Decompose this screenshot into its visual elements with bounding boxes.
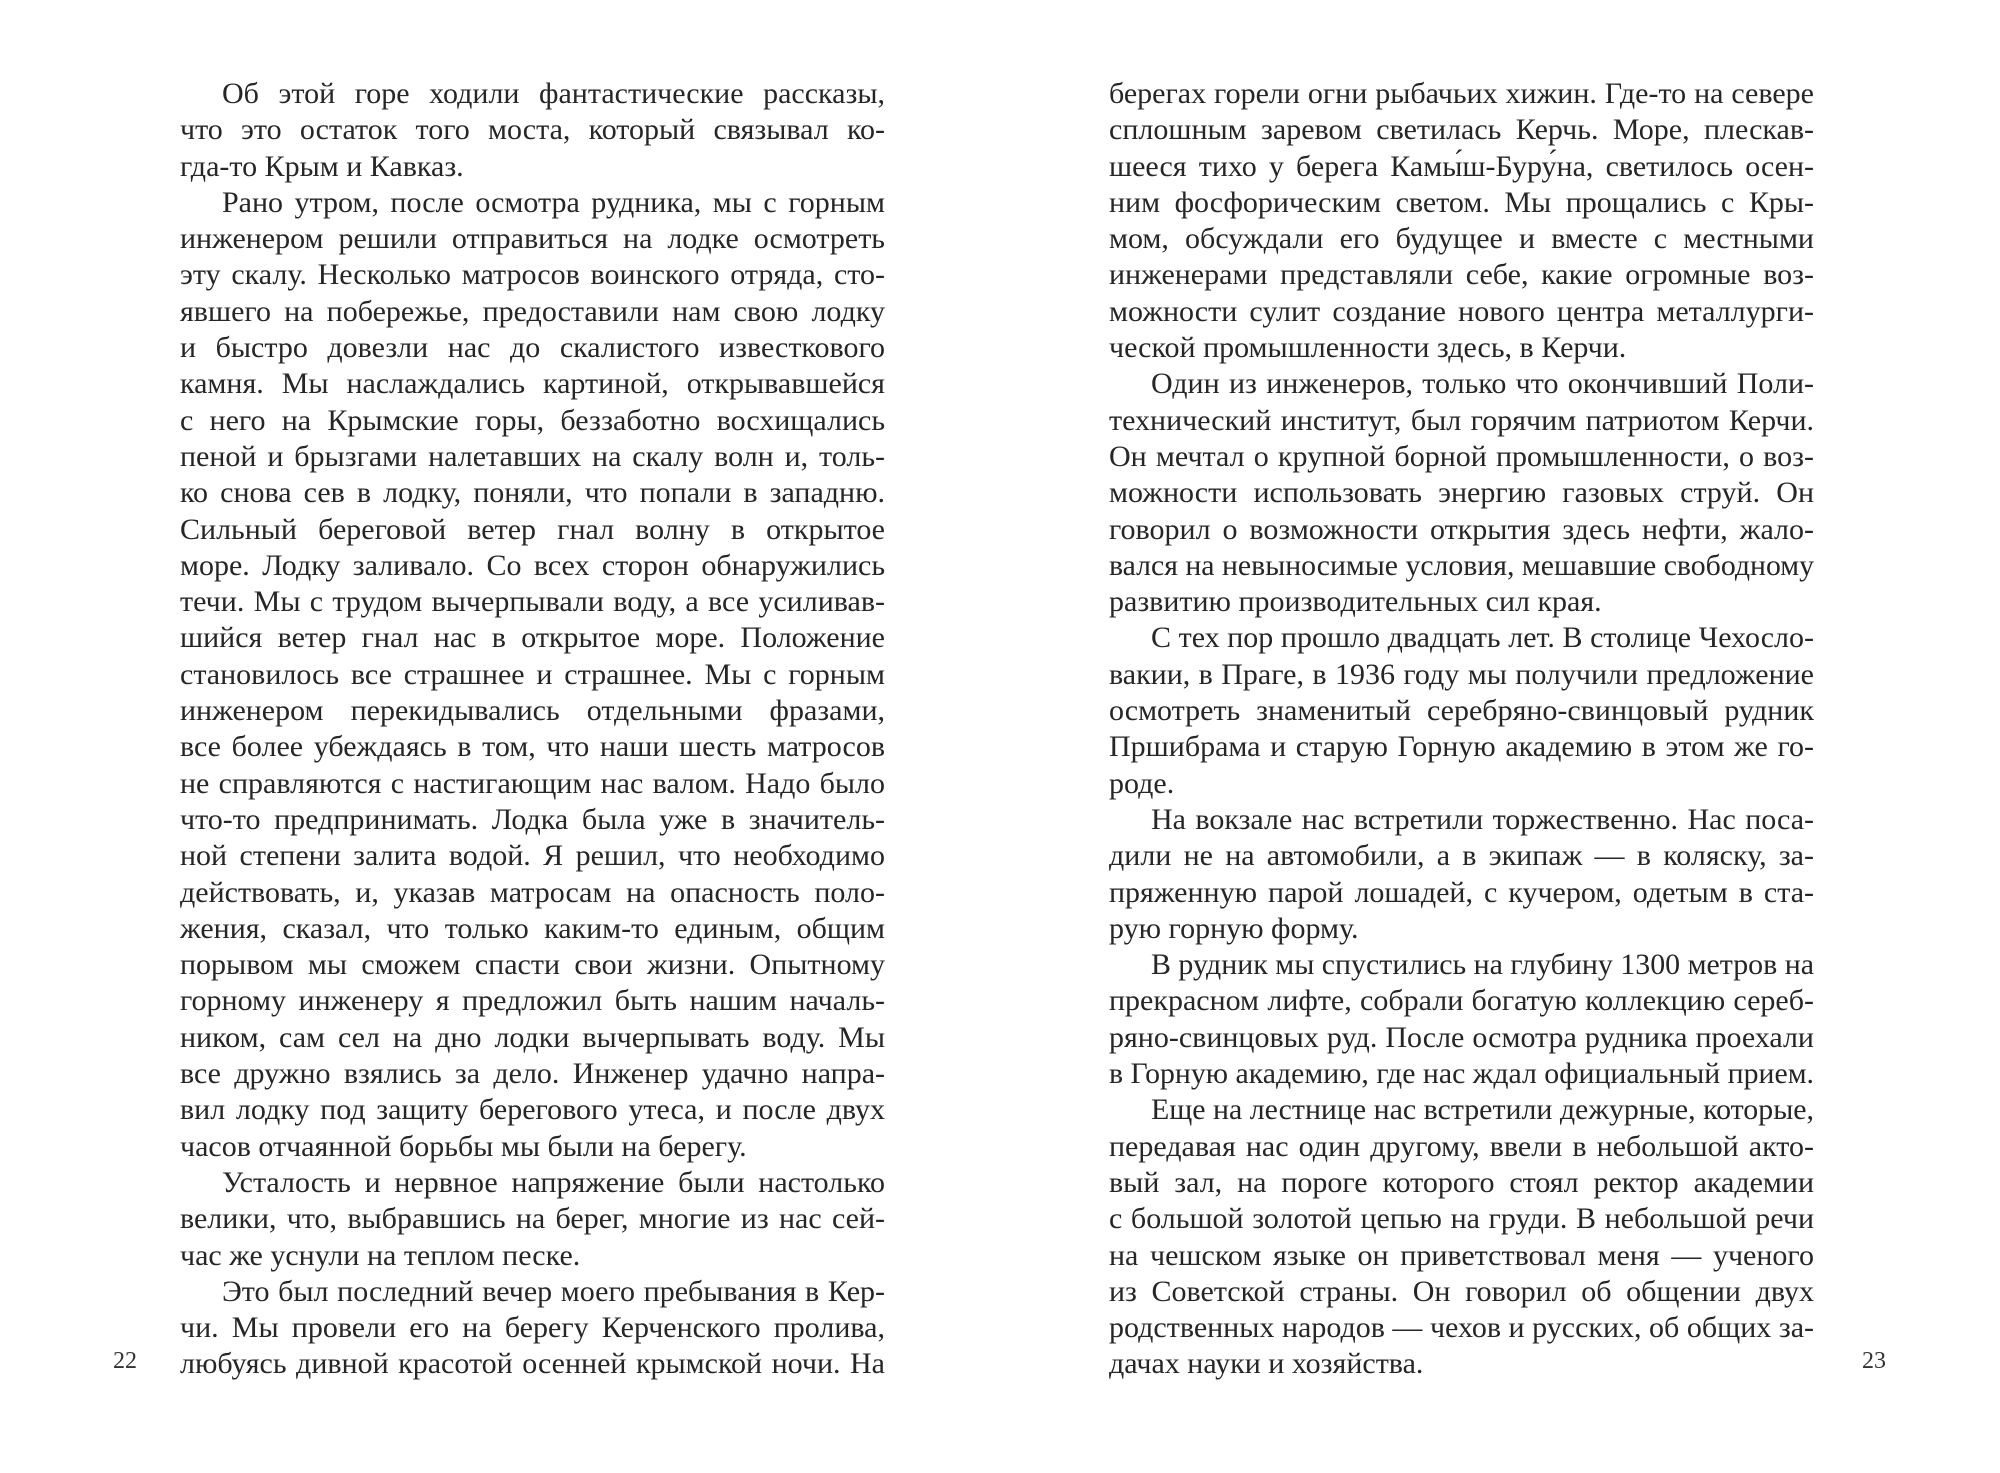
- text-line-content: инженерами представляли себе, какие огромные воз-: [1109, 258, 1814, 292]
- text-line-content: Это был последний вечер моего пребывания в Кер-: [222, 1274, 885, 1308]
- text-line-content: можности сулит создание нового центра металлурги-: [1109, 294, 1814, 328]
- text-line: [180, 620, 885, 656]
- text-line: [1109, 185, 1814, 221]
- text-line-content: камня. Мы наслаждались картиной, открывавшейся: [180, 367, 885, 401]
- text-line: [1109, 330, 1814, 366]
- text-line-content: вил лодку под защиту берегового утеса, и после двух: [180, 1093, 885, 1127]
- text-line-content: сплошным заревом светилась Керчь. Море, плескав-: [1109, 113, 1814, 147]
- text-line-content: С тех пор прошло двадцать лет. В столице Чехосло-: [1151, 621, 1814, 655]
- text-line: [1109, 1238, 1814, 1274]
- text-line: [180, 439, 885, 475]
- text-line: [1109, 76, 1814, 112]
- text-line-content: из Советской страны. Он говорил об общении двух: [1109, 1274, 1814, 1308]
- text-line: [180, 185, 885, 221]
- text-line-content: прекрасном лифте, собрали богатую коллекцию сереб-: [1109, 984, 1814, 1018]
- text-line-content: и быстро довезли нас до скалистого известкового: [180, 331, 885, 365]
- text-line: [1109, 1274, 1814, 1310]
- text-line-content: пеной и брызгами налетавших на скалу волн и, толь-: [180, 439, 885, 473]
- text-line-content: мом, обсуждали его будущее и вместе с местными: [1109, 222, 1814, 256]
- text-line-content: осмотреть знаменитый серебряно-свинцовый рудник: [1109, 694, 1814, 728]
- text-line: [1109, 366, 1814, 402]
- text-line-content: море. Лодку заливало. Со всех сторон обнаружились: [180, 548, 885, 582]
- text-line-content: все более убеждаясь в том, что наши шесть матросов: [180, 730, 885, 764]
- text-line-content: ним фосфорическим светом. Мы прощались с Кры-: [1109, 185, 1814, 219]
- text-line: [180, 1092, 885, 1128]
- text-line-content: Пршибрама и старую Горную академию в этом же го-: [1109, 730, 1814, 764]
- text-line: [1109, 149, 1814, 185]
- text-line-content: говорил о возможности открытия здесь нефти, жало-: [1109, 512, 1814, 546]
- text-line: [1109, 1092, 1814, 1128]
- text-line: [180, 911, 885, 947]
- text-line-content: чи. Мы провели его на берегу Керченского пролива,: [180, 1311, 885, 1345]
- text-line: [180, 983, 885, 1019]
- text-line-content: пряженную парой лошадей, с кучером, одетым в ста-: [1109, 875, 1814, 909]
- paragraph: [180, 76, 885, 185]
- text-line: [180, 802, 885, 838]
- text-line-content: развитию производительных сил края.: [1109, 585, 1602, 619]
- paragraph: [1109, 1092, 1814, 1382]
- text-line-content: дили не на автомобили, а в экипаж — в коляску, за-: [1109, 839, 1814, 873]
- text-line-content: В рудник мы спустились на глубину 1300 метров на: [1151, 948, 1814, 982]
- text-line-content: Рано утром, после осмотра рудника, мы с горным: [222, 185, 885, 219]
- text-line: [1109, 766, 1814, 802]
- text-line: [180, 548, 885, 584]
- text-line-content: Сильный береговой ветер гнал волну в открытое: [180, 512, 885, 546]
- text-line-content: шийся ветер гнал нас в открытое море. Положение: [180, 621, 885, 655]
- text-line: [180, 1201, 885, 1237]
- page-text: [180, 76, 885, 1383]
- text-line: [180, 1310, 885, 1346]
- text-line: [1109, 947, 1814, 983]
- text-line-content: с него на Крымские горы, беззаботно восхищались: [180, 403, 885, 437]
- text-line-content: не справляются с настигающим нас валом. Надо было: [180, 766, 885, 800]
- text-line: [180, 657, 885, 693]
- text-line-content: ником, сам сел на дно лодки вычерпывать воду. Мы: [180, 1020, 885, 1054]
- text-line-content: ной степени залита водой. Я решил, что необходимо: [180, 839, 885, 873]
- text-line-content: инженером перекидывались отдельными фразами,: [180, 694, 885, 728]
- text-line: [1109, 1346, 1814, 1382]
- text-line-content: горному инженеру я предложил быть нашим началь-: [180, 984, 885, 1018]
- text-line: [180, 838, 885, 874]
- text-line-content: с большой золотой цепью на груди. В небольшой речи: [1109, 1202, 1814, 1236]
- text-line-content: течи. Мы с трудом вычерпывали воду, а все усиливав-: [180, 585, 885, 619]
- text-line-content: Усталость и нервное напряжение были настолько: [222, 1165, 885, 1199]
- text-line-content: вакии, в Праге, в 1936 году мы получили предложение: [1109, 657, 1814, 691]
- text-line-content: вый зал, на пороге которого стоял ректор академии: [1109, 1165, 1814, 1199]
- text-line-content: становилось все страшнее и страшнее. Мы с горным: [180, 657, 885, 691]
- text-line: [1109, 729, 1814, 765]
- text-line: [1109, 439, 1814, 475]
- text-line: [1109, 1310, 1814, 1346]
- text-line: [180, 1056, 885, 1092]
- text-line: [1109, 1165, 1814, 1201]
- text-line-content: шееся тихо у берега Камы́ш-Буру́на, светилось осен-: [1109, 149, 1814, 183]
- text-line: [180, 76, 885, 112]
- paragraph: [180, 185, 885, 1165]
- paragraph: [1109, 76, 1814, 366]
- text-line-content: жения, сказал, что только каким-то единым, общим: [180, 911, 885, 945]
- text-line-content: гда-то Крым и Кавказ.: [180, 149, 464, 183]
- text-line: [1109, 1056, 1814, 1092]
- text-line-content: велики, что, выбравшись на берег, многие из нас сей-: [180, 1202, 885, 1236]
- text-line-content: ческой промышленности здесь, в Керчи.: [1109, 331, 1627, 365]
- text-line: [1109, 257, 1814, 293]
- text-line-content: эту скалу. Несколько матросов воинского отряда, сто-: [180, 258, 885, 292]
- text-line: [180, 584, 885, 620]
- text-line-content: родственных народов — чехов и русских, об общих за-: [1109, 1311, 1814, 1345]
- text-line: [180, 947, 885, 983]
- text-line-content: ко снова сев в лодку, поняли, что попали в западню.: [180, 476, 885, 510]
- text-line: [1109, 1129, 1814, 1165]
- text-line: [180, 875, 885, 911]
- text-line: [180, 1274, 885, 1310]
- text-line: [180, 693, 885, 729]
- text-line-content: час же уснули на теплом песке.: [180, 1238, 581, 1272]
- page-number: 22: [113, 1348, 137, 1374]
- text-line: [180, 149, 885, 185]
- text-line: [180, 112, 885, 148]
- paragraph: [1109, 947, 1814, 1092]
- text-line: [1109, 221, 1814, 257]
- text-line-content: ряно-свинцовых руд. После осмотра рудника проехали: [1109, 1020, 1814, 1054]
- text-line: [180, 1165, 885, 1201]
- text-line-content: Об этой горе ходили фантастические рассказы,: [222, 77, 885, 110]
- paragraph: [1109, 802, 1814, 947]
- text-line: [1109, 983, 1814, 1019]
- text-line: [1109, 112, 1814, 148]
- text-line: [180, 294, 885, 330]
- text-line-content: часов отчаянной борьбы мы были на берегу.: [180, 1129, 747, 1163]
- text-line: [1109, 584, 1814, 620]
- text-line: [180, 1238, 885, 1274]
- text-line-content: Он мечтал о крупной борной промышленности, о воз-: [1109, 439, 1814, 473]
- text-line-content: любуясь дивной красотой осенней крымской ночи. На: [180, 1347, 885, 1381]
- text-line-content: Еще на лестнице нас встретили дежурные, которые,: [1151, 1093, 1814, 1127]
- text-line: [180, 221, 885, 257]
- right-page: [1000, 0, 2000, 1473]
- paragraph: [180, 1274, 885, 1383]
- text-line: [1109, 838, 1814, 874]
- text-line: [1109, 875, 1814, 911]
- text-line-content: все дружно взялись за дело. Инженер удачно напра-: [180, 1057, 885, 1091]
- text-line-content: что это остаток того моста, который связывал ко-: [180, 113, 885, 147]
- text-line-content: дачах науки и хозяйства.: [1109, 1347, 1424, 1381]
- text-line-content: вался на невыносимые условия, мешавшие свободному: [1109, 548, 1814, 582]
- text-line: [180, 729, 885, 765]
- text-line: [180, 257, 885, 293]
- text-line: [1109, 693, 1814, 729]
- text-line-content: можности использовать энергию газовых струй. Он: [1109, 476, 1814, 510]
- text-line: [1109, 548, 1814, 584]
- text-line-content: роде.: [1109, 766, 1175, 800]
- text-line: [1109, 1201, 1814, 1237]
- text-line-content: На вокзале нас встретили торжественно. Нас поса-: [1151, 802, 1814, 836]
- text-line-content: технический институт, был горячим патриотом Керчи.: [1109, 403, 1814, 437]
- text-line: [1109, 475, 1814, 511]
- text-line: [1109, 802, 1814, 838]
- text-line: [1109, 620, 1814, 656]
- text-line: [1109, 657, 1814, 693]
- text-line: [1109, 403, 1814, 439]
- text-line: [180, 1129, 885, 1165]
- paragraph: [180, 1165, 885, 1274]
- text-line: [1109, 294, 1814, 330]
- text-line-content: что-то предпринимать. Лодка была уже в значитель-: [180, 802, 885, 836]
- text-line: [180, 330, 885, 366]
- text-line-content: рую горную форму.: [1109, 911, 1359, 945]
- text-line: [180, 766, 885, 802]
- text-line-content: на чешском языке он приветствовал меня — ученого: [1109, 1238, 1814, 1272]
- text-line-content: передавая нас один другому, ввели в небольшой акто-: [1109, 1129, 1814, 1163]
- text-line: [1109, 911, 1814, 947]
- page-text: [1109, 76, 1814, 1383]
- paragraph: [1109, 366, 1814, 620]
- paragraph: [1109, 620, 1814, 801]
- text-line: [180, 1346, 885, 1382]
- page-number: 23: [1862, 1348, 1886, 1374]
- text-line: [180, 475, 885, 511]
- text-line-content: Один из инженеров, только что окончивший Поли-: [1151, 367, 1814, 401]
- text-line-content: порывом мы сможем спасти свои жизни. Опытному: [180, 948, 885, 982]
- text-line: [1109, 512, 1814, 548]
- text-line: [180, 512, 885, 548]
- text-line: [180, 1020, 885, 1056]
- text-line: [180, 366, 885, 402]
- text-line-content: инженером решили отправиться на лодке осмотреть: [180, 222, 885, 256]
- text-line-content: явшего на побережье, предоставили нам свою лодку: [180, 294, 885, 328]
- text-line-content: действовать, и, указав матросам на опасность поло-: [180, 875, 885, 909]
- text-line-content: в Горную академию, где нас ждал официальный прием.: [1109, 1057, 1814, 1091]
- text-line: [1109, 1020, 1814, 1056]
- text-line: [180, 403, 885, 439]
- text-line-content: берегах горели огни рыбачьих хижин. Где-то на севере: [1109, 77, 1814, 110]
